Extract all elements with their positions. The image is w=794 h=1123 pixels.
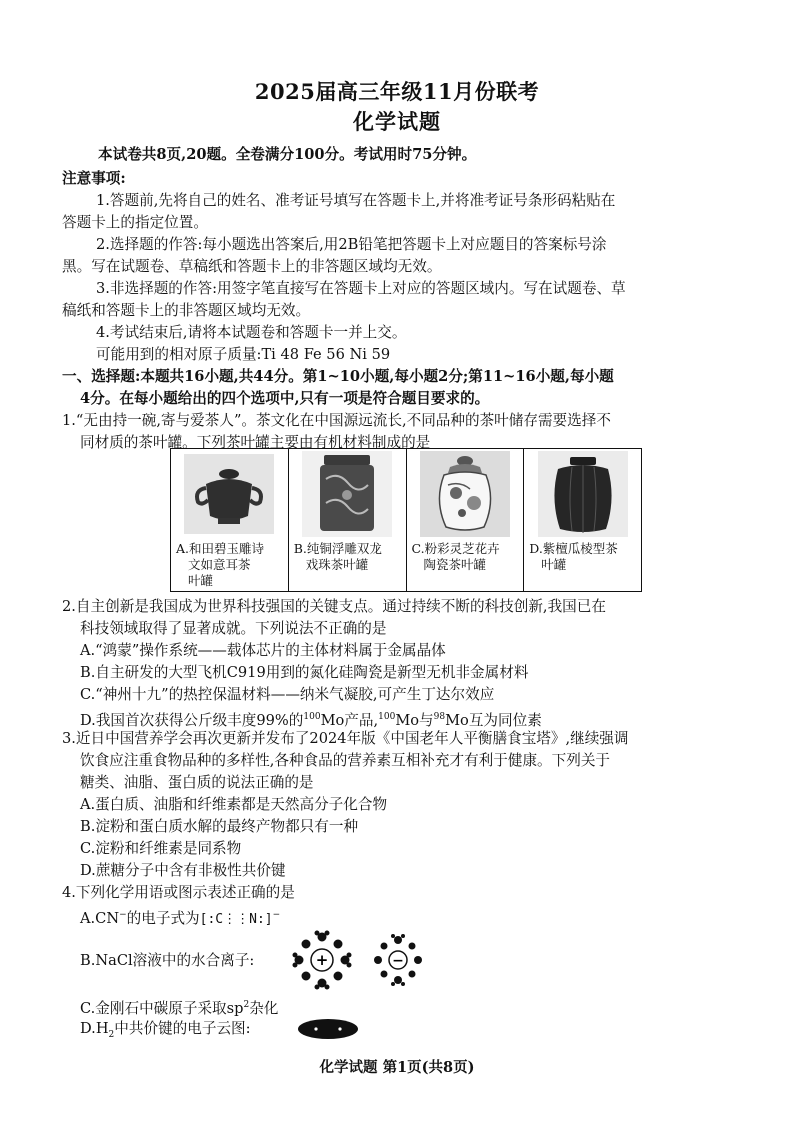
cn-formula-charge: − (272, 910, 281, 920)
note-line-2: 答题卡上的指定位置。 (62, 214, 208, 231)
anion-minus-sign: − (392, 953, 404, 969)
q4-option-c-part-2: 杂化 (249, 999, 279, 1017)
q1-option-b[interactable] (288, 449, 406, 592)
exam-title: 2025届高三年级11月份联考 (254, 79, 540, 104)
note-line-1: 1.答题前,先将自己的姓名、准考证号填写在答题卡上,并将准考证号条形码粘贴在 (96, 192, 616, 209)
rosewood-jar-image (524, 449, 641, 539)
q1-option-d-line-1: D.紫檀瓜棱型茶 (529, 541, 618, 556)
h2-subscript: 2 (108, 1029, 115, 1040)
q2-option-d-part-2: Mo产品, (320, 711, 379, 729)
hydrated-ions-diagram (290, 928, 440, 992)
q3-stem-3: 糖类、油脂、蛋白质的说法正确的是 (80, 774, 314, 791)
q1-option-a-line-1: A.和田碧玉雕诗 (176, 541, 265, 556)
mo98-mass-number: 98 (433, 712, 446, 722)
q1-option-d-line-2: 叶罐 (541, 557, 567, 572)
sp-superscript: 2 (243, 1000, 250, 1010)
q1-option-b-line-2: 戏珠茶叶罐 (305, 557, 369, 572)
q2-option-d-part-4: Mo互为同位素 (445, 711, 542, 729)
q2-option-d-part-3: Mo与 (395, 711, 434, 729)
q3-stem-1: 3.近日中国营养学会再次更新并发布了2024年版《中国老年人平衡膳食宝塔》,继续强调 (62, 730, 629, 747)
q2-option-b[interactable]: B.自主研发的大型飞机C919用到的氮化硅陶瓷是新型无机非金属材料 (80, 664, 529, 681)
q1-options-table (170, 448, 642, 592)
note-line-6: 稿纸和答题卡上的非答题区域均无效。 (62, 302, 311, 319)
q4-option-c[interactable] (80, 994, 278, 1020)
q2-option-d-part-1: D.我国首次获得公斤级丰度99%的 (80, 711, 304, 729)
q3-option-b[interactable]: B.淀粉和蛋白质水解的最终产物都只有一种 (80, 818, 359, 835)
q4-option-d-part-1: D.H (80, 1020, 109, 1037)
q1-option-c-line-1: C.粉彩灵芝花卉 (411, 541, 500, 556)
q1-option-b-line-1: B.纯铜浮雕双龙 (293, 541, 382, 556)
q1-option-c[interactable] (406, 449, 524, 592)
note-line-3: 2.选择题的作答:每小题选出答案后,用2B铅笔把答题卡上对应题目的答案标号涂 (96, 236, 607, 253)
q1-stem-1: 1.“无由持一碗,寄与爱茶人”。茶文化在中国源远流长,不同品种的茶叶储存需要选择不 (62, 412, 611, 429)
section-1-line-2: 4分。在每小题给出的四个选项中,只有一项是符合题目要求的。 (80, 390, 490, 407)
q3-option-d[interactable]: D.蔗糖分子中含有非极性共价键 (80, 862, 286, 879)
mo100-mass-number-2: 100 (378, 712, 396, 722)
hydrated-cation (293, 931, 351, 989)
q3-option-c[interactable]: C.淀粉和纤维素是同系物 (80, 840, 242, 857)
q1-option-a-line-3: 叶罐 (188, 573, 214, 588)
copper-jar-image (289, 449, 406, 539)
q4-option-d-part-2: 中共价键的电子云图: (114, 1020, 251, 1037)
note-line-7: 4.考试结束后,请将本试题卷和答题卡一并上交。 (96, 324, 407, 341)
q1-option-d[interactable] (524, 449, 642, 592)
note-line-5: 3.非选择题的作答:用签字笔直接写在答题卡上对应的答题区域内。写在试题卷、草 (96, 280, 626, 297)
q1-option-c-line-2: 陶瓷茶叶罐 (423, 557, 487, 572)
q4-stem: 4.下列化学用语或图示表述正确的是 (62, 884, 295, 901)
q3-option-a[interactable]: A.蛋白质、油脂和纤维素都是天然高分子化合物 (80, 796, 388, 813)
q4-option-c-part-1: C.金刚石中碳原子采取sp (80, 999, 244, 1017)
exam-info: 本试卷共8页,20题。全卷满分100分。考试用时75分钟。 (98, 146, 477, 163)
section-1-line-1: 一、选择题:本题共16小题,共44分。第1~10小题,每小题2分;第11~16小题,每小题 (62, 368, 614, 385)
q2-option-a[interactable]: A.“鸿蒙”操作系统——载体芯片的主体材料属于金属晶体 (80, 642, 446, 659)
notes-heading: 注意事项: (62, 170, 126, 187)
jade-jar-image (171, 449, 288, 539)
q1-option-a-line-2: 文如意耳茶 (188, 557, 251, 572)
q3-stem-2: 饮食应注重食物品种的多样性,各种食品的营养素互相补充才有利于健康。下列关于 (80, 752, 611, 769)
q2-stem-1: 2.自主创新是我国成为世界科技强国的关键支点。通过持续不断的科技创新,我国已在 (62, 598, 606, 615)
cn-electron-formula: [:C⋮⋮N:] (199, 911, 273, 927)
q2-stem-2: 科技领域取得了显著成就。下列说法不正确的是 (80, 620, 387, 637)
hydrated-anion (374, 934, 422, 986)
cn-charge: − (119, 910, 127, 920)
q4-option-b[interactable]: B.NaCl溶液中的水合离子: (80, 952, 255, 969)
q2-option-c[interactable]: C.“神州十九”的热控保温材料——纳米气凝胶,可产生丁达尔效应 (80, 686, 495, 703)
subject-title: 化学试题 (353, 109, 441, 134)
atomic-mass-line: 可能用到的相对原子质量:Ti 48 Fe 56 Ni 59 (96, 346, 391, 363)
note-line-4: 黑。写在试题卷、草稿纸和答题卡上的非答题区域均无效。 (62, 258, 442, 275)
q4-option-a[interactable] (80, 904, 280, 931)
q4-option-a-part-2: 的电子式为 (126, 909, 200, 927)
q4-option-a-part-1: A.CN (80, 909, 120, 927)
electron-cloud-diagram (296, 1018, 360, 1040)
page-footer: 化学试题 第1页(共8页) (319, 1059, 475, 1076)
q4-option-d[interactable] (80, 1018, 251, 1046)
porcelain-jar-image (407, 449, 524, 539)
q1-option-a[interactable] (171, 449, 289, 592)
q1-stem-2: 同材质的茶叶罐。下列茶叶罐主要由有机材料制成的是 (80, 434, 431, 451)
mo100-mass-number: 100 (303, 712, 321, 722)
cation-plus-sign: + (315, 951, 329, 969)
